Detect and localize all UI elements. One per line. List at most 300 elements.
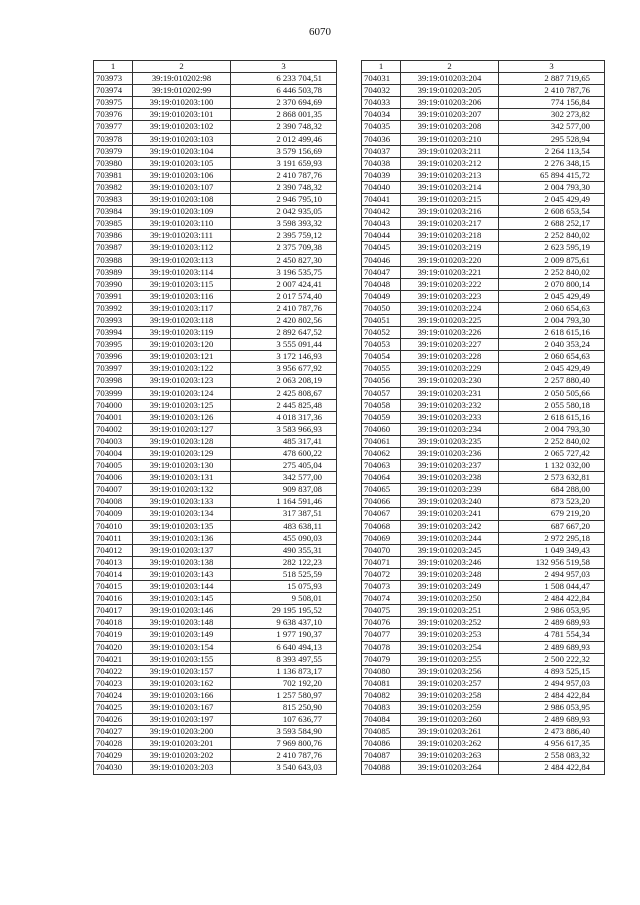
value-cell: 2 623 595,19: [499, 242, 605, 254]
value-cell: 4 781 554,34: [499, 629, 605, 641]
value-cell: 1 049 349,43: [499, 544, 605, 556]
row-number-cell: 704027: [94, 726, 133, 738]
row-number-cell: 704050: [362, 302, 401, 314]
cadastral-number-cell: 39:19:010203:229: [401, 363, 499, 375]
cadastral-number-cell: 39:19:010203:107: [133, 181, 231, 193]
table-row: [362, 556, 605, 568]
value-cell: 2 494 957,03: [499, 568, 605, 580]
row-number-cell: 704068: [362, 520, 401, 532]
row-number-cell: 704072: [362, 568, 401, 580]
row-number-cell: 704083: [362, 701, 401, 713]
row-number-cell: 704042: [362, 206, 401, 218]
cadastral-number-cell: 39:19:010203:263: [401, 750, 499, 762]
cadastral-number-cell: 39:19:010203:232: [401, 399, 499, 411]
row-number-cell: 704003: [94, 435, 133, 447]
value-cell: 317 387,51: [231, 508, 337, 520]
cadastral-number-cell: 39:19:010203:218: [401, 230, 499, 242]
row-number-cell: 703998: [94, 375, 133, 387]
value-cell: 6 233 704,51: [231, 73, 337, 85]
value-cell: 2 410 787,76: [231, 302, 337, 314]
row-number-cell: 704037: [362, 145, 401, 157]
row-number-cell: 704070: [362, 544, 401, 556]
value-cell: 295 528,94: [499, 133, 605, 145]
cadastral-number-cell: 39:19:010203:201: [133, 738, 231, 750]
table-row: [362, 181, 605, 193]
value-cell: 3 598 393,32: [231, 218, 337, 230]
value-cell: 2 489 689,93: [499, 714, 605, 726]
cadastral-number-cell: 39:19:010203:217: [401, 218, 499, 230]
table-row: [94, 520, 337, 532]
value-cell: 2 017 574,40: [231, 290, 337, 302]
table-row: [94, 726, 337, 738]
table-row: [94, 653, 337, 665]
value-cell: 2 892 647,52: [231, 327, 337, 339]
value-cell: 2 042 935,05: [231, 206, 337, 218]
row-number-cell: 703995: [94, 339, 133, 351]
table-row: [362, 230, 605, 242]
cadastral-number-cell: 39:19:010203:144: [133, 581, 231, 593]
table-row: [362, 254, 605, 266]
cadastral-number-cell: 39:19:010203:121: [133, 351, 231, 363]
value-cell: 2 573 632,81: [499, 472, 605, 484]
table-row: [94, 435, 337, 447]
row-number-cell: 704074: [362, 593, 401, 605]
row-number-cell: 704060: [362, 423, 401, 435]
cadastral-number-cell: 39:19:010203:145: [133, 593, 231, 605]
row-number-cell: 704041: [362, 194, 401, 206]
table-row: [362, 423, 605, 435]
value-cell: 2 972 295,18: [499, 532, 605, 544]
table-row: [362, 544, 605, 556]
row-number-cell: 703976: [94, 109, 133, 121]
row-number-cell: 703973: [94, 73, 133, 85]
row-number-cell: 704002: [94, 423, 133, 435]
value-cell: 2 004 793,30: [499, 181, 605, 193]
cadastral-number-cell: 39:19:010203:200: [133, 726, 231, 738]
row-number-cell: 704088: [362, 762, 401, 774]
row-number-cell: 703990: [94, 278, 133, 290]
value-cell: 2 004 793,30: [499, 314, 605, 326]
row-number-cell: 703997: [94, 363, 133, 375]
table-row: [94, 230, 337, 242]
value-cell: 2 060 654,63: [499, 351, 605, 363]
table-row: [362, 218, 605, 230]
row-number-cell: 703989: [94, 266, 133, 278]
cadastral-number-cell: 39:19:010203:157: [133, 665, 231, 677]
table-row: [94, 677, 337, 689]
row-number-cell: 704012: [94, 544, 133, 556]
value-cell: 2 489 689,93: [499, 617, 605, 629]
value-cell: 2 473 886,40: [499, 726, 605, 738]
table-row: [362, 581, 605, 593]
table-row: [362, 314, 605, 326]
value-cell: 4 018 317,36: [231, 411, 337, 423]
value-cell: 2 252 840,02: [499, 435, 605, 447]
row-number-cell: 704080: [362, 665, 401, 677]
value-cell: 2 484 422,84: [499, 593, 605, 605]
row-number-cell: 703984: [94, 206, 133, 218]
table-row: [362, 121, 605, 133]
table-row: [362, 266, 605, 278]
cadastral-number-cell: 39:19:010203:137: [133, 544, 231, 556]
cadastral-number-cell: 39:19:010203:118: [133, 314, 231, 326]
row-number-cell: 703996: [94, 351, 133, 363]
row-number-cell: 704017: [94, 605, 133, 617]
value-cell: 478 600,22: [231, 448, 337, 460]
table-row: [362, 339, 605, 351]
table-row: [362, 762, 605, 774]
cadastral-number-cell: 39:19:010203:128: [133, 435, 231, 447]
row-number-cell: 704022: [94, 665, 133, 677]
row-number-cell: 704063: [362, 460, 401, 472]
cadastral-number-cell: 39:19:010203:238: [401, 472, 499, 484]
table-row: [94, 544, 337, 556]
header-row: [94, 61, 337, 73]
cadastral-number-cell: 39:19:010203:262: [401, 738, 499, 750]
row-number-cell: 703987: [94, 242, 133, 254]
value-cell: 2 425 808,67: [231, 387, 337, 399]
cadastral-number-cell: 39:19:010203:143: [133, 568, 231, 580]
header-cell: 1: [94, 61, 133, 73]
cadastral-number-cell: 39:19:010203:123: [133, 375, 231, 387]
value-cell: 15 075,93: [231, 581, 337, 593]
cadastral-number-cell: 39:19:010203:213: [401, 169, 499, 181]
table-row: [94, 363, 337, 375]
row-number-cell: 704059: [362, 411, 401, 423]
value-cell: 107 636,77: [231, 714, 337, 726]
table-row: [94, 762, 337, 774]
table-row: [362, 568, 605, 580]
table-row: [94, 302, 337, 314]
row-number-cell: 703975: [94, 97, 133, 109]
value-cell: 2 494 957,03: [499, 677, 605, 689]
row-number-cell: 704061: [362, 435, 401, 447]
value-cell: 684 288,00: [499, 484, 605, 496]
table-row: [94, 689, 337, 701]
table-row: [362, 278, 605, 290]
row-number-cell: 704032: [362, 85, 401, 97]
table-row: [94, 665, 337, 677]
row-number-cell: 704015: [94, 581, 133, 593]
row-number-cell: 704009: [94, 508, 133, 520]
row-number-cell: 704004: [94, 448, 133, 460]
cadastral-number-cell: 39:19:010203:108: [133, 194, 231, 206]
table-row: [94, 641, 337, 653]
row-number-cell: 703980: [94, 157, 133, 169]
value-cell: 1 977 190,37: [231, 629, 337, 641]
row-number-cell: 704024: [94, 689, 133, 701]
row-number-cell: 704046: [362, 254, 401, 266]
row-number-cell: 704045: [362, 242, 401, 254]
cadastral-number-cell: 39:19:010203:226: [401, 327, 499, 339]
table-row: [362, 738, 605, 750]
cadastral-number-cell: 39:19:010203:120: [133, 339, 231, 351]
cadastral-number-cell: 39:19:010203:103: [133, 133, 231, 145]
cadastral-number-cell: 39:19:010203:112: [133, 242, 231, 254]
cadastral-number-cell: 39:19:010203:227: [401, 339, 499, 351]
value-cell: 2 040 353,24: [499, 339, 605, 351]
cadastral-number-cell: 39:19:010203:261: [401, 726, 499, 738]
table-row: [362, 677, 605, 689]
cadastral-number-cell: 39:19:010203:259: [401, 701, 499, 713]
row-number-cell: 704001: [94, 411, 133, 423]
row-number-cell: 704086: [362, 738, 401, 750]
value-cell: 774 156,84: [499, 97, 605, 109]
cadastral-number-cell: 39:19:010203:216: [401, 206, 499, 218]
value-cell: 29 195 195,52: [231, 605, 337, 617]
value-cell: 1 132 032,00: [499, 460, 605, 472]
value-cell: 2 252 840,02: [499, 266, 605, 278]
value-cell: 275 405,04: [231, 460, 337, 472]
value-cell: 3 956 677,92: [231, 363, 337, 375]
table-row: [94, 605, 337, 617]
row-number-cell: 704026: [94, 714, 133, 726]
cadastral-number-cell: 39:19:010203:109: [133, 206, 231, 218]
table-row: [362, 689, 605, 701]
value-cell: 2 410 787,76: [499, 85, 605, 97]
cadastral-number-cell: 39:19:010202:98: [133, 73, 231, 85]
table-row: [94, 750, 337, 762]
value-cell: 2 500 222,32: [499, 653, 605, 665]
row-number-cell: 703994: [94, 327, 133, 339]
value-cell: 2 252 840,02: [499, 230, 605, 242]
value-cell: 2 009 875,61: [499, 254, 605, 266]
value-cell: 2 558 083,32: [499, 750, 605, 762]
cadastral-number-cell: 39:19:010203:256: [401, 665, 499, 677]
row-number-cell: 704007: [94, 484, 133, 496]
row-number-cell: 704029: [94, 750, 133, 762]
cadastral-number-cell: 39:19:010203:214: [401, 181, 499, 193]
row-number-cell: 704069: [362, 532, 401, 544]
value-cell: 4 893 525,15: [499, 665, 605, 677]
value-cell: 2 050 505,66: [499, 387, 605, 399]
cadastral-number-cell: 39:19:010203:130: [133, 460, 231, 472]
cadastral-number-cell: 39:19:010203:215: [401, 194, 499, 206]
cadastral-number-cell: 39:19:010203:115: [133, 278, 231, 290]
cadastral-number-cell: 39:19:010203:117: [133, 302, 231, 314]
value-cell: 2 012 499,46: [231, 133, 337, 145]
row-number-cell: 704055: [362, 363, 401, 375]
row-number-cell: 704038: [362, 157, 401, 169]
value-cell: 65 894 415,72: [499, 169, 605, 181]
cadastral-number-cell: 39:19:010203:260: [401, 714, 499, 726]
row-number-cell: 704018: [94, 617, 133, 629]
cadastral-number-cell: 39:19:010203:116: [133, 290, 231, 302]
cadastral-number-cell: 39:19:010203:119: [133, 327, 231, 339]
cadastral-number-cell: 39:19:010203:255: [401, 653, 499, 665]
row-number-cell: 704078: [362, 641, 401, 653]
value-cell: 6 446 503,78: [231, 85, 337, 97]
cadastral-number-cell: 39:19:010203:126: [133, 411, 231, 423]
header-row: [362, 61, 605, 73]
value-cell: 1 136 873,17: [231, 665, 337, 677]
table-row: [362, 484, 605, 496]
cadastral-number-cell: 39:19:010203:154: [133, 641, 231, 653]
row-number-cell: 704054: [362, 351, 401, 363]
table-row: [94, 278, 337, 290]
cadastral-number-cell: 39:19:010203:166: [133, 689, 231, 701]
row-number-cell: 704034: [362, 109, 401, 121]
table-row: [362, 242, 605, 254]
value-cell: 873 523,20: [499, 496, 605, 508]
table-row: [362, 714, 605, 726]
row-number-cell: 704005: [94, 460, 133, 472]
value-cell: 2 618 615,16: [499, 327, 605, 339]
row-number-cell: 704085: [362, 726, 401, 738]
cadastral-number-cell: 39:19:010203:210: [401, 133, 499, 145]
cadastral-number-cell: 39:19:010203:250: [401, 593, 499, 605]
cadastral-number-cell: 39:19:010203:236: [401, 448, 499, 460]
row-number-cell: 704067: [362, 508, 401, 520]
row-number-cell: 703993: [94, 314, 133, 326]
cadastral-number-cell: 39:19:010203:230: [401, 375, 499, 387]
value-cell: 2 060 654,63: [499, 302, 605, 314]
row-number-cell: 704028: [94, 738, 133, 750]
table-row: [362, 290, 605, 302]
page-number: 6070: [309, 26, 331, 38]
table-row: [94, 375, 337, 387]
value-cell: 3 593 584,90: [231, 726, 337, 738]
table-row: [362, 351, 605, 363]
cadastral-number-cell: 39:19:010203:225: [401, 314, 499, 326]
cadastral-number-cell: 39:19:010203:204: [401, 73, 499, 85]
table-row: [362, 520, 605, 532]
value-cell: 2 007 424,41: [231, 278, 337, 290]
table-row: [362, 532, 605, 544]
value-cell: 2 045 429,49: [499, 363, 605, 375]
table-row: [94, 460, 337, 472]
row-number-cell: 704057: [362, 387, 401, 399]
row-number-cell: 704049: [362, 290, 401, 302]
row-number-cell: 704033: [362, 97, 401, 109]
cadastral-number-cell: 39:19:010203:237: [401, 460, 499, 472]
value-cell: 687 667,20: [499, 520, 605, 532]
row-number-cell: 704025: [94, 701, 133, 713]
cadastral-number-cell: 39:19:010203:162: [133, 677, 231, 689]
table-row: [94, 568, 337, 580]
value-cell: 2 390 748,32: [231, 181, 337, 193]
cadastral-number-cell: 39:19:010203:125: [133, 399, 231, 411]
row-number-cell: 703988: [94, 254, 133, 266]
table-row: [94, 157, 337, 169]
row-number-cell: 704081: [362, 677, 401, 689]
cadastral-number-cell: 39:19:010203:104: [133, 145, 231, 157]
cadastral-number-cell: 39:19:010203:240: [401, 496, 499, 508]
value-cell: 815 250,90: [231, 701, 337, 713]
value-cell: 1 508 044,47: [499, 581, 605, 593]
cadastral-number-cell: 39:19:010203:228: [401, 351, 499, 363]
table-row: [362, 750, 605, 762]
cadastral-number-cell: 39:19:010203:100: [133, 97, 231, 109]
header-cell: 1: [362, 61, 401, 73]
header-cell: 3: [499, 61, 605, 73]
row-number-cell: 703977: [94, 121, 133, 133]
row-number-cell: 704023: [94, 677, 133, 689]
table-row: [362, 701, 605, 713]
row-number-cell: 704048: [362, 278, 401, 290]
table-row: [362, 665, 605, 677]
row-number-cell: 704053: [362, 339, 401, 351]
cadastral-number-cell: 39:19:010203:113: [133, 254, 231, 266]
value-cell: 342 577,00: [231, 472, 337, 484]
row-number-cell: 703985: [94, 218, 133, 230]
row-number-cell: 703983: [94, 194, 133, 206]
value-cell: 2 045 429,49: [499, 194, 605, 206]
table-row: [94, 133, 337, 145]
cadastral-number-cell: 39:19:010203:220: [401, 254, 499, 266]
table-row: [94, 194, 337, 206]
table-row: [94, 484, 337, 496]
value-cell: 490 355,31: [231, 544, 337, 556]
row-number-cell: 704021: [94, 653, 133, 665]
cadastral-number-cell: 39:19:010203:197: [133, 714, 231, 726]
value-cell: 2 055 580,18: [499, 399, 605, 411]
cadastral-number-cell: 39:19:010203:134: [133, 508, 231, 520]
cadastral-number-cell: 39:19:010203:252: [401, 617, 499, 629]
row-number-cell: 704064: [362, 472, 401, 484]
value-cell: 2 868 001,35: [231, 109, 337, 121]
row-number-cell: 704056: [362, 375, 401, 387]
table-row: [94, 85, 337, 97]
value-cell: 7 969 800,76: [231, 738, 337, 750]
table-row: [94, 629, 337, 641]
value-cell: 2 410 787,76: [231, 750, 337, 762]
table-row: [94, 399, 337, 411]
table-row: [94, 738, 337, 750]
table-row: [94, 556, 337, 568]
cadastral-number-cell: 39:19:010203:101: [133, 109, 231, 121]
header-cell: 3: [231, 61, 337, 73]
table-row: [94, 448, 337, 460]
row-number-cell: 704010: [94, 520, 133, 532]
value-cell: 909 837,08: [231, 484, 337, 496]
cadastral-number-cell: 39:19:010203:105: [133, 157, 231, 169]
cadastral-number-cell: 39:19:010203:258: [401, 689, 499, 701]
table-row: [362, 387, 605, 399]
table-row: [94, 593, 337, 605]
cadastral-number-cell: 39:19:010203:122: [133, 363, 231, 375]
row-number-cell: 704047: [362, 266, 401, 278]
table-row: [94, 266, 337, 278]
row-number-cell: 704036: [362, 133, 401, 145]
value-cell: 2 420 802,56: [231, 314, 337, 326]
row-number-cell: 704030: [94, 762, 133, 774]
value-cell: 3 191 659,93: [231, 157, 337, 169]
table-row: [362, 133, 605, 145]
table-row: [94, 701, 337, 713]
row-number-cell: 703991: [94, 290, 133, 302]
cadastral-number-cell: 39:19:010203:124: [133, 387, 231, 399]
row-number-cell: 704082: [362, 689, 401, 701]
table-row: [94, 314, 337, 326]
value-cell: 2 004 793,30: [499, 423, 605, 435]
table-row: [362, 206, 605, 218]
value-cell: 2 370 694,69: [231, 97, 337, 109]
cadastral-number-cell: 39:19:010203:212: [401, 157, 499, 169]
value-cell: 4 956 617,35: [499, 738, 605, 750]
value-cell: 1 164 591,46: [231, 496, 337, 508]
table-row: [94, 532, 337, 544]
value-cell: 2 608 653,54: [499, 206, 605, 218]
table-row: [94, 242, 337, 254]
table-row: [362, 411, 605, 423]
value-cell: 8 393 497,55: [231, 653, 337, 665]
cadastral-number-cell: 39:19:010203:254: [401, 641, 499, 653]
row-number-cell: 704008: [94, 496, 133, 508]
value-cell: 132 956 519,58: [499, 556, 605, 568]
row-number-cell: 704084: [362, 714, 401, 726]
row-number-cell: 703979: [94, 145, 133, 157]
